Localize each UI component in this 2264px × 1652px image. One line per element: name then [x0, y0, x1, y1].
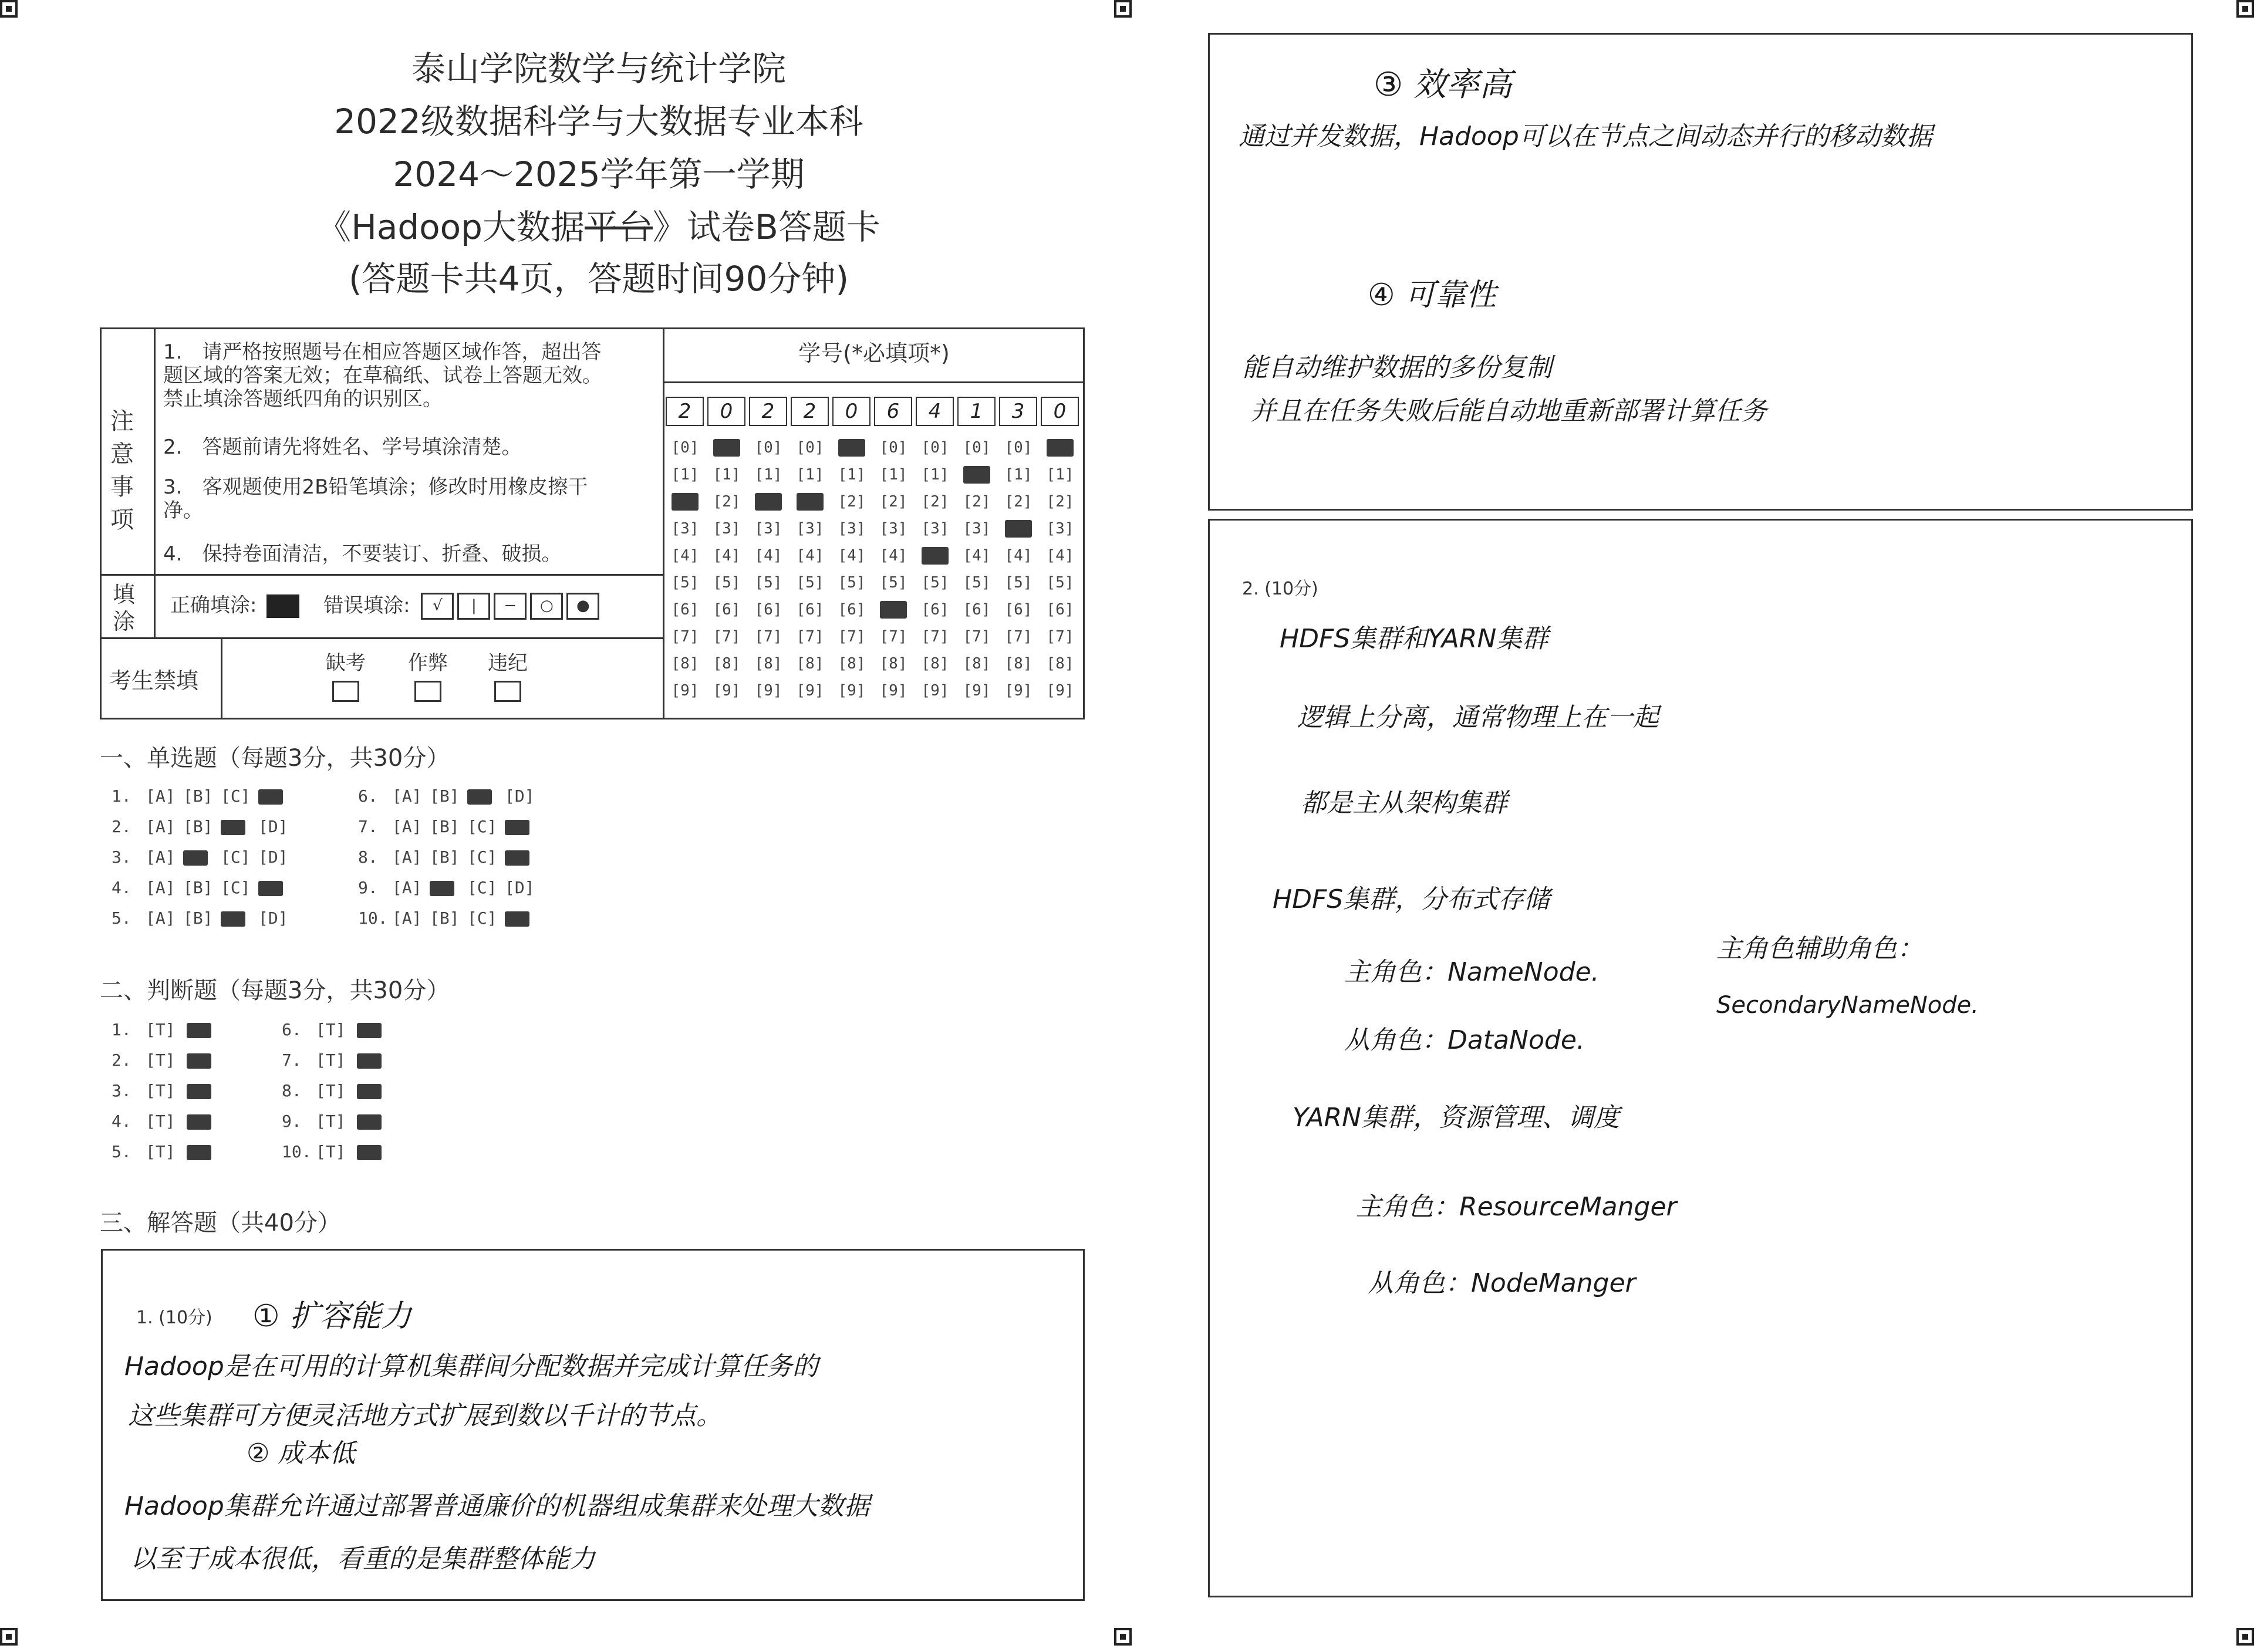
q2-line-3: 都是主从架构集群	[1301, 788, 1507, 818]
exam-option-violation-label: 违纪	[488, 651, 528, 675]
id-bubble[interactable]: [6]	[754, 601, 782, 619]
single-choice-question-6	[358, 786, 542, 806]
id-bubble[interactable]: [7]	[796, 628, 824, 646]
option-c-bubble[interactable]: [C]	[221, 878, 251, 897]
id-bubble[interactable]: [9]	[838, 682, 866, 700]
student-id-label: 学号(*必填项*)	[798, 340, 950, 366]
exam-option-violation-box[interactable]	[494, 681, 521, 702]
single-choice-answer-area	[112, 786, 640, 939]
notice-item-4: 4. 保持卷面清洁，不要装订、折叠、破损。	[163, 542, 562, 566]
id-bubble[interactable]: [8]	[838, 655, 866, 673]
id-bubble[interactable]: [7]	[1046, 628, 1074, 646]
id-bubble[interactable]: [3]	[879, 520, 907, 538]
id-bubble[interactable]	[672, 493, 699, 511]
true-false-question-8	[282, 1081, 382, 1100]
student-id-digit-4: 2	[791, 397, 829, 426]
id-bubble[interactable]	[713, 439, 740, 457]
id-bubble[interactable]: [8]	[963, 655, 991, 673]
header-line-4-strike: 平台	[584, 207, 653, 247]
q1-cont-line-3: ④ 可靠性	[1368, 278, 1497, 313]
id-bubble[interactable]: [5]	[1046, 574, 1074, 592]
option-d-bubble[interactable]: [D]	[505, 786, 535, 806]
id-bubble[interactable]: [2]	[921, 493, 949, 511]
id-bubble[interactable]: [8]	[796, 655, 824, 673]
student-id-bubble-grid	[666, 434, 1082, 710]
header-line-5: (答题卡共4页，答题时间90分钟)	[349, 259, 849, 299]
id-bubble[interactable]: [8]	[754, 655, 782, 673]
question-number: 7.	[282, 1050, 302, 1070]
id-bubble[interactable]	[922, 547, 949, 565]
exam-option-violation	[481, 651, 534, 702]
student-id-digits-row	[666, 397, 1082, 430]
id-bubble[interactable]: [5]	[921, 574, 949, 592]
option-t-bubble[interactable]: [T]	[316, 1020, 346, 1039]
id-bubble[interactable]: [8]	[1046, 655, 1074, 673]
single-choice-question-7	[358, 817, 542, 836]
option-t-bubble[interactable]: [T]	[316, 1112, 346, 1131]
student-id-bubble-column-8	[957, 434, 996, 704]
option-b-bubble[interactable]	[430, 878, 467, 897]
id-bubble[interactable]: [5]	[754, 574, 782, 592]
id-bubble[interactable]: [7]	[963, 628, 991, 646]
id-bubble[interactable]: [9]	[879, 682, 907, 700]
q2-line-2: 逻辑上分离，通常物理上在一起	[1297, 702, 1659, 732]
option-c-bubble[interactable]: [C]	[221, 847, 251, 867]
option-b-bubble[interactable]: [B]	[430, 817, 460, 836]
id-bubble[interactable]: [3]	[671, 520, 699, 538]
id-bubble[interactable]: [6]	[671, 601, 699, 619]
option-b-bubble[interactable]: [B]	[430, 908, 460, 928]
id-bubble[interactable]	[1047, 439, 1074, 457]
corner-marker-bottom-middle	[1114, 1628, 1132, 1646]
student-id-bubble-column-7	[916, 434, 954, 704]
correct-fill-label: 正确填涂:	[170, 593, 257, 617]
id-bubble[interactable]: [3]	[963, 520, 991, 538]
id-bubble[interactable]: [1]	[1004, 466, 1033, 484]
question-number: 2.	[112, 1050, 131, 1070]
id-bubble[interactable]: [3]	[1046, 520, 1074, 538]
notice-label: 注意事项	[110, 408, 134, 533]
student-id-digit-10: 0	[1041, 397, 1079, 426]
id-bubble[interactable]: [6]	[963, 601, 991, 619]
question-number: 3.	[112, 1081, 131, 1100]
exam-option-absent-label: 缺考	[326, 651, 366, 675]
wrong-mark-dot: ●	[566, 593, 599, 620]
q2-line-9: YARN集群，资源管理、调度	[1293, 1103, 1620, 1133]
id-bubble[interactable]: [0]	[796, 439, 824, 457]
id-bubble[interactable]: [2]	[879, 493, 907, 511]
q1-line-5: Hadoop集群允许通过部署普通廉价的机器组成集群来处理大数据	[124, 1491, 870, 1521]
option-t-bubble[interactable]: [T]	[146, 1081, 176, 1100]
id-bubble[interactable]: [5]	[963, 574, 991, 592]
corner-marker-top-left	[0, 0, 18, 18]
option-f-bubble-filled[interactable]	[357, 1053, 382, 1069]
section3-title: 三、解答题（共40分）	[100, 1210, 341, 1237]
id-bubble[interactable]: [6]	[838, 601, 866, 619]
id-bubble[interactable]: [4]	[838, 547, 866, 565]
q2-line-5: 主角色：NameNode.	[1344, 957, 1600, 987]
id-bubble[interactable]	[880, 601, 907, 619]
fill-example-row	[170, 593, 652, 620]
option-t-bubble[interactable]: [T]	[316, 1081, 346, 1100]
q1-continued-box	[1208, 33, 2193, 511]
header-line-4	[100, 200, 1098, 249]
option-f-bubble-filled[interactable]	[357, 1114, 382, 1130]
option-f-bubble-filled[interactable]	[357, 1023, 382, 1038]
single-choice-question-2	[112, 817, 296, 836]
student-id-bubble-column-4	[791, 434, 829, 704]
option-f-bubble-filled[interactable]	[187, 1084, 211, 1099]
id-bubble[interactable]: [6]	[1046, 601, 1074, 619]
section2-title: 二、判断题（每题3分，共30分）	[100, 977, 450, 1004]
option-t-bubble[interactable]: [T]	[316, 1142, 346, 1161]
id-bubble[interactable]: [4]	[671, 547, 699, 565]
student-id-bubble-column-9	[999, 434, 1038, 704]
id-bubble[interactable]: [4]	[963, 547, 991, 565]
single-choice-question-1	[112, 786, 296, 806]
id-bubble[interactable]: [9]	[921, 682, 949, 700]
option-c-bubble[interactable]: [C]	[467, 908, 497, 928]
single-choice-question-8	[358, 847, 542, 867]
id-bubble[interactable]: [5]	[713, 574, 741, 592]
option-c-bubble[interactable]: [C]	[467, 878, 497, 897]
question-number: 10.	[282, 1142, 312, 1161]
option-a-bubble[interactable]: [A]	[392, 847, 422, 867]
id-bubble[interactable]: [1]	[838, 466, 866, 484]
id-bubble[interactable]	[838, 439, 865, 457]
student-id-bubble-column-2	[707, 434, 746, 704]
question-number: 3.	[112, 847, 131, 867]
exam-option-cheat	[401, 651, 454, 702]
option-d-bubble[interactable]: [D]	[258, 817, 288, 836]
corner-marker-bottom-right	[2236, 1628, 2254, 1646]
id-bubble[interactable]: [4]	[796, 547, 824, 565]
option-a-bubble[interactable]: [A]	[146, 878, 176, 897]
wrong-mark-bar: |	[457, 593, 490, 620]
id-bubble[interactable]: [6]	[713, 601, 741, 619]
student-id-digit-2: 0	[707, 397, 745, 426]
id-bubble[interactable]	[963, 466, 990, 484]
corner-marker-top-middle	[1114, 0, 1132, 18]
id-bubble[interactable]: [5]	[838, 574, 866, 592]
id-bubble[interactable]	[755, 493, 782, 511]
id-bubble[interactable]: [5]	[796, 574, 824, 592]
question-number: 10.	[358, 908, 388, 928]
id-bubble[interactable]: [6]	[796, 601, 824, 619]
option-b-bubble[interactable]: [B]	[183, 786, 213, 806]
exam-option-absent-box[interactable]	[332, 681, 359, 702]
q2-answer-box	[1208, 519, 2193, 1597]
id-bubble[interactable]: [3]	[754, 520, 782, 538]
q2-line-7: 主角色辅助角色：	[1716, 934, 1923, 964]
question-number: 5.	[112, 908, 131, 928]
id-bubble[interactable]: [0]	[921, 439, 949, 457]
id-bubble[interactable]: [2]	[963, 493, 991, 511]
option-c-bubble[interactable]	[467, 786, 505, 806]
true-false-question-4	[112, 1112, 211, 1131]
id-bubble[interactable]: [1]	[921, 466, 949, 484]
id-bubble[interactable]: [7]	[1004, 628, 1033, 646]
id-bubble[interactable]: [8]	[1004, 655, 1033, 673]
option-f-bubble-filled[interactable]	[357, 1084, 382, 1099]
id-bubble[interactable]: [9]	[713, 682, 741, 700]
exam-label: 考生禁填	[109, 668, 199, 694]
q1-line-3: 这些集群可方便灵活地方式扩展到数以千计的节点。	[128, 1401, 722, 1431]
q1-cont-line-2: 通过并发数据，Hadoop可以在节点之间动态并行的移动数据	[1239, 121, 1932, 151]
fill-label: 填涂	[113, 582, 136, 634]
corner-marker-bottom-left	[0, 1628, 18, 1646]
option-b-bubble[interactable]	[183, 847, 221, 867]
id-bubble[interactable]: [4]	[1004, 547, 1033, 565]
question-number: 6.	[358, 786, 378, 806]
id-bubble[interactable]: [8]	[671, 655, 699, 673]
section1-title: 一、单选题（每题3分，共30分）	[100, 745, 450, 772]
id-bubble[interactable]: [7]	[713, 628, 741, 646]
option-d-bubble[interactable]: [D]	[505, 878, 535, 897]
single-choice-question-3	[112, 847, 296, 867]
true-false-question-1	[112, 1020, 211, 1039]
student-id-digit-7: 4	[916, 397, 954, 426]
option-t-bubble[interactable]: [T]	[146, 1112, 176, 1131]
id-bubble[interactable]: [4]	[1046, 547, 1074, 565]
question-number: 1.	[112, 1020, 131, 1039]
option-d-bubble[interactable]	[258, 878, 296, 897]
q1-line-6: 以至于成本很低，看重的是集群整体能力	[130, 1544, 595, 1574]
exam-option-cheat-box[interactable]	[414, 681, 441, 702]
id-bubble[interactable]: [5]	[1004, 574, 1033, 592]
notice-item-1: 1. 请严格按照题号在相应答题区域作答，超出答题区域的答案无效；在草稿纸、试卷上答题无效。禁止填涂答题纸四角的识别区。	[163, 340, 602, 411]
single-choice-question-10	[358, 908, 542, 928]
option-a-bubble[interactable]: [A]	[392, 878, 422, 897]
notice-item-3: 3. 客观题使用2B铅笔填涂；修改时用橡皮擦干净。	[163, 475, 588, 522]
id-bubble[interactable]: [9]	[754, 682, 782, 700]
id-bubble[interactable]: [1]	[713, 466, 741, 484]
q1-line-2: Hadoop是在可用的计算机集群间分配数据并完成计算任务的	[124, 1352, 818, 1381]
option-b-bubble[interactable]: [B]	[183, 878, 213, 897]
student-id-digit-9: 3	[999, 397, 1037, 426]
option-t-bubble[interactable]: [T]	[146, 1142, 176, 1161]
id-bubble[interactable]: [7]	[879, 628, 907, 646]
option-t-bubble[interactable]: [T]	[316, 1050, 346, 1070]
option-b-bubble[interactable]: [B]	[183, 908, 213, 928]
id-bubble[interactable]: [2]	[838, 493, 866, 511]
option-f-bubble-filled[interactable]	[187, 1114, 211, 1130]
question-number: 9.	[282, 1112, 302, 1131]
q1-line-1: ① 扩容能力	[252, 1299, 412, 1334]
option-d-bubble[interactable]	[505, 908, 542, 928]
id-bubble[interactable]: [1]	[1046, 466, 1074, 484]
single-choice-question-4	[112, 878, 296, 897]
id-bubble[interactable]: [3]	[838, 520, 866, 538]
id-bubble[interactable]: [5]	[879, 574, 907, 592]
option-b-bubble[interactable]: [B]	[430, 847, 460, 867]
q1-cont-line-1: ③ 效率高	[1374, 66, 1513, 104]
q2-label: 2. (10分)	[1242, 579, 1318, 599]
question-number: 4.	[112, 878, 131, 897]
id-bubble[interactable]: [0]	[754, 439, 782, 457]
id-bubble[interactable]: [2]	[1046, 493, 1074, 511]
student-id-digit-3: 2	[749, 397, 787, 426]
student-id-bubble-column-10	[1041, 434, 1079, 704]
option-c-bubble[interactable]: [C]	[221, 786, 251, 806]
option-a-bubble[interactable]: [A]	[392, 786, 422, 806]
header-line-4-pre: 《Hadoop大数据	[317, 207, 585, 247]
wrong-mark-circle: ○	[530, 593, 563, 620]
option-d-bubble[interactable]	[258, 786, 296, 806]
question-number: 9.	[358, 878, 378, 897]
id-bubble[interactable]: [7]	[671, 628, 699, 646]
question-number: 8.	[358, 847, 378, 867]
id-bubble[interactable]: [8]	[921, 655, 949, 673]
true-false-question-10	[282, 1142, 382, 1161]
id-bubble[interactable]: [5]	[671, 574, 699, 592]
true-false-question-7	[282, 1050, 382, 1070]
id-bubble[interactable]: [0]	[671, 439, 699, 457]
id-bubble[interactable]: [9]	[671, 682, 699, 700]
option-c-bubble[interactable]	[221, 908, 258, 928]
student-id-digit-6: 6	[874, 397, 912, 426]
option-t-bubble[interactable]: [T]	[146, 1050, 176, 1070]
q2-line-10: 主角色：ResourceManger	[1356, 1192, 1677, 1222]
id-bubble[interactable]: [8]	[713, 655, 741, 673]
id-bubble[interactable]: [7]	[754, 628, 782, 646]
true-false-question-9	[282, 1112, 382, 1131]
student-id-digit-8: 1	[957, 397, 996, 426]
true-false-question-6	[282, 1020, 382, 1039]
true-false-question-2	[112, 1050, 211, 1070]
q2-line-1: HDFS集群和YARN集群	[1280, 624, 1548, 654]
id-bubble[interactable]: [9]	[1046, 682, 1074, 700]
option-d-bubble[interactable]	[505, 817, 542, 836]
option-f-bubble-filled[interactable]	[187, 1145, 211, 1160]
id-bubble[interactable]: [6]	[921, 601, 949, 619]
student-id-bubble-column-6	[874, 434, 913, 704]
id-bubble[interactable]: [0]	[963, 439, 991, 457]
option-f-bubble-filled[interactable]	[187, 1023, 211, 1038]
question-number: 5.	[112, 1142, 131, 1161]
option-f-bubble-filled[interactable]	[187, 1053, 211, 1069]
id-bubble[interactable]: [1]	[879, 466, 907, 484]
id-bubble[interactable]: [0]	[1004, 439, 1033, 457]
id-bubble[interactable]: [9]	[963, 682, 991, 700]
student-id-bubble-column-1	[666, 434, 704, 704]
id-bubble[interactable]: [9]	[796, 682, 824, 700]
wrong-mark-check: √	[421, 593, 454, 620]
option-a-bubble[interactable]: [A]	[392, 908, 422, 928]
id-bubble[interactable]: [2]	[1004, 493, 1033, 511]
option-c-bubble[interactable]: [C]	[467, 847, 497, 867]
id-bubble[interactable]: [7]	[838, 628, 866, 646]
correct-fill-mark	[266, 594, 299, 618]
option-b-bubble[interactable]: [B]	[183, 817, 213, 836]
id-bubble[interactable]: [0]	[879, 439, 907, 457]
id-bubble[interactable]: [1]	[671, 466, 699, 484]
corner-marker-top-right	[2236, 0, 2254, 18]
id-bubble[interactable]: [1]	[754, 466, 782, 484]
option-a-bubble[interactable]: [A]	[146, 908, 176, 928]
student-id-bubble-column-5	[832, 434, 871, 704]
id-bubble[interactable]	[1005, 520, 1032, 538]
option-c-bubble[interactable]	[221, 817, 258, 836]
student-id-digit-1: 2	[666, 397, 704, 426]
id-bubble[interactable]: [1]	[796, 466, 824, 484]
option-d-bubble[interactable]: [D]	[258, 847, 288, 867]
option-f-bubble-filled[interactable]	[357, 1145, 382, 1160]
q1-cont-line-5: 并且在任务失败后能自动地重新部署计算任务	[1250, 396, 1767, 426]
header-line-4-post: 》试卷B答题卡	[652, 207, 880, 247]
q1-line-4: ② 成本低	[247, 1438, 356, 1468]
option-t-bubble[interactable]: [T]	[146, 1020, 176, 1039]
id-bubble[interactable]: [4]	[713, 547, 741, 565]
id-bubble[interactable]: [9]	[1004, 682, 1033, 700]
q2-line-6: 从角色：DataNode.	[1344, 1025, 1585, 1055]
option-d-bubble[interactable]	[505, 847, 542, 867]
option-c-bubble[interactable]: [C]	[467, 817, 497, 836]
q2-line-4: HDFS集群，分布式存储	[1273, 884, 1550, 914]
id-bubble[interactable]: [4]	[754, 547, 782, 565]
true-false-answer-area	[112, 1020, 640, 1173]
student-id-digit-5: 0	[832, 397, 870, 426]
exam-option-absent	[319, 651, 372, 702]
question-number: 8.	[282, 1081, 302, 1100]
true-false-question-3	[112, 1081, 211, 1100]
single-choice-question-5	[112, 908, 296, 928]
option-a-bubble[interactable]: [A]	[146, 786, 176, 806]
q1-label: 1. (10分)	[136, 1308, 212, 1328]
q2-line-8: SecondaryNameNode.	[1716, 992, 1979, 1019]
id-bubble[interactable]: [7]	[921, 628, 949, 646]
option-a-bubble[interactable]: [A]	[392, 817, 422, 836]
notice-item-2: 2. 答题前请先将姓名、学号填涂清楚。	[163, 435, 522, 459]
single-choice-question-9	[358, 878, 542, 897]
id-bubble[interactable]: [4]	[879, 547, 907, 565]
header-line-2: 2022级数据科学与大数据专业本科	[334, 102, 863, 141]
q1-cont-line-4: 能自动维护数据的多份复制	[1242, 353, 1552, 383]
option-b-bubble[interactable]: [B]	[430, 786, 460, 806]
id-bubble[interactable]: [3]	[921, 520, 949, 538]
wrong-fill-label: 错误填涂:	[323, 593, 410, 617]
true-false-question-5	[112, 1142, 211, 1161]
option-d-bubble[interactable]: [D]	[258, 908, 288, 928]
question-number: 2.	[112, 817, 131, 836]
option-a-bubble[interactable]: [A]	[146, 817, 176, 836]
id-bubble[interactable]: [3]	[713, 520, 741, 538]
question-number: 7.	[358, 817, 378, 836]
question-number: 1.	[112, 786, 131, 806]
q2-line-11: 从角色：NodeManger	[1368, 1268, 1636, 1298]
header-line-3: 2024～2025学年第一学期	[393, 154, 805, 194]
id-bubble[interactable]: [2]	[713, 493, 741, 511]
exam-option-cheat-label: 作弊	[408, 651, 448, 675]
wrong-mark-dash: −	[494, 593, 527, 620]
id-bubble[interactable]: [6]	[1004, 601, 1033, 619]
option-a-bubble[interactable]: [A]	[146, 847, 176, 867]
id-bubble[interactable]: [8]	[879, 655, 907, 673]
question-number: 4.	[112, 1112, 131, 1131]
id-bubble[interactable]	[797, 493, 824, 511]
student-id-bubble-column-3	[749, 434, 788, 704]
header-line-1: 泰山学院数学与统计学院	[411, 49, 786, 89]
id-bubble[interactable]: [3]	[796, 520, 824, 538]
question-number: 6.	[282, 1020, 302, 1039]
